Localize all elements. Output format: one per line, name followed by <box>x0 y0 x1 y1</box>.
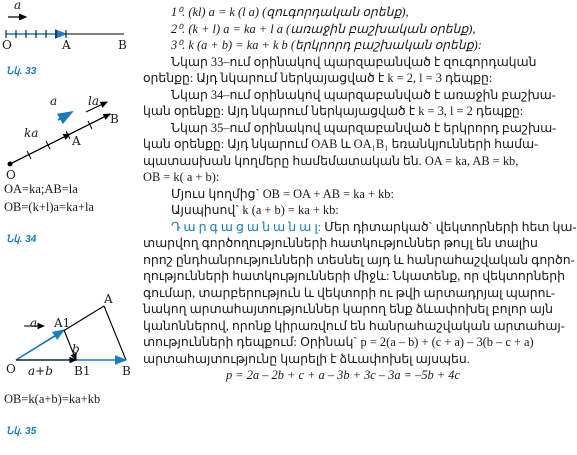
point-a-label: A <box>104 292 113 306</box>
vector-ka-label: ka <box>24 126 39 140</box>
note-line-8: տությունների դեպքում: Օրինակ` p = 2(a – b) + (c + a) – 3(b – c + a) <box>143 335 534 349</box>
vector-a-label: a <box>14 0 22 12</box>
paragraph-1-line-5: Նկար 35–ում օրինակով պարզաբանված է երկրորդ բաշխա- <box>171 120 557 135</box>
note-first: Մեր դիտարկած` վեկտորների հետ կա- <box>324 219 577 234</box>
vector-b-label: b <box>72 342 80 356</box>
paragraph-1-line-1: Նկար 33–ում օրինակով պարզաբանված է զուգորդական <box>171 54 537 69</box>
property-2: 2⁰. (k + l) a = ka + l a (առաջին բաշխական օրենք), <box>171 21 476 36</box>
paragraph-1-line-2: օրենքը: Այդ նկարում ներկայացված է k = 2, l = 3 դեպքը: <box>143 71 493 85</box>
vector-a-label: a <box>30 316 38 330</box>
figure-34-caption: Նկ. 34 <box>6 234 37 245</box>
vector-oa1 <box>16 330 64 360</box>
point-a-label: A <box>72 134 81 148</box>
note-line-2: տարվող գործողությունների հատկություններ թույլ են տալիս <box>143 236 538 250</box>
paragraph-3: Այսպիսով` k (a + b) = ka + kb: <box>171 203 339 217</box>
paragraph-1-line-6: կան օրենքը: Այդ նկարում OAB և OA₁B₁ եռանկյունների համա- <box>143 137 539 151</box>
property-1: 1⁰. (kl) a = k (l a) (զուգորդական օրենք), <box>171 5 409 19</box>
figure-33-caption: Նկ. 33 <box>6 66 37 77</box>
line-ab <box>104 306 126 360</box>
point-o-label: O <box>2 38 12 52</box>
note-line-6: նակող արտահայտություններ կարող ենք ձևափոխել բոլոր այն <box>143 302 553 316</box>
figure-35-diagram <box>0 290 140 390</box>
note-line-9: արտահայտությունը կարելի է ձևափոխել այսպես. <box>143 351 470 366</box>
note-line-5: գումար, տարբերություն և վեկտորի ու թվի արտադրյալ պարու- <box>143 285 555 300</box>
figure-34-formula-2: OB=(k+l)a=ka+la <box>4 200 94 214</box>
point-b-label: B <box>122 364 131 378</box>
point-b1-label: B1 <box>74 364 91 378</box>
note-line-3: որոշ ընդհանրությունների տեսնել այդ և հանրահաշվական գործո- <box>143 252 575 267</box>
vector-a-short <box>58 112 72 120</box>
note-line-7: կանոններով, որոնք կիրառվում են հանրահաշվական արտահայ- <box>143 318 565 333</box>
main-text <box>143 4 577 384</box>
vector-oa <box>10 134 70 164</box>
paragraph-1-line-8: OB = k( a + b): <box>143 170 220 184</box>
property-3: 3⁰. k (a + b) = ka + k b (երկրորդ բաշխական օրենք): <box>171 38 482 52</box>
point-a1-label: A1 <box>54 316 71 330</box>
paragraph-2: Մյուս կողմից` OB = OA + AB = ka + kb: <box>171 186 394 201</box>
point-b-label: B <box>110 112 119 126</box>
note-line-4: ղությունների հատկությունների միջև: Նկատենք, որ վեկտորների <box>143 269 565 283</box>
figure-35 <box>0 290 140 450</box>
vector-la-label: la <box>88 94 99 108</box>
figure-34-formula-1: OA=ka;AB=la <box>4 182 78 196</box>
paragraph-1-line-3: Նկար 34–ում օրինակով պարզաբանված է առաջին բաշխա- <box>171 87 556 102</box>
figure-35-caption: Նկ. 35 <box>6 426 37 437</box>
figure-33 <box>0 0 140 80</box>
vector-ab-label: a+b <box>28 364 53 378</box>
paragraph-1-line-4: կան օրենքը: Այդ նկարում ներկայացված է k = 3, l = 2 դեպքը: <box>143 104 524 118</box>
final-expression: p = 2a – 2b + c + a – 3b + 3c – 3a = –5b + 4c <box>226 368 460 382</box>
figure-34-diagram <box>0 90 140 190</box>
point-o-label: O <box>6 168 16 182</box>
figure-34 <box>0 90 140 250</box>
paragraph-1-line-7: պատասխան կողմերը համեմատական են. OA = ka, AB = kb, <box>143 153 519 168</box>
point-o-label: O <box>6 362 16 376</box>
vector-a-label: a <box>50 94 58 108</box>
note-line-1 <box>143 219 577 236</box>
note-label: Դ ա ր գ ա ց ա ն ա ն ա լ: <box>171 219 322 234</box>
point-a-label: A <box>62 38 71 52</box>
point-b-label: B <box>118 38 127 52</box>
figure-35-formula: OB=k(a+b)=ka+kb <box>4 392 101 406</box>
